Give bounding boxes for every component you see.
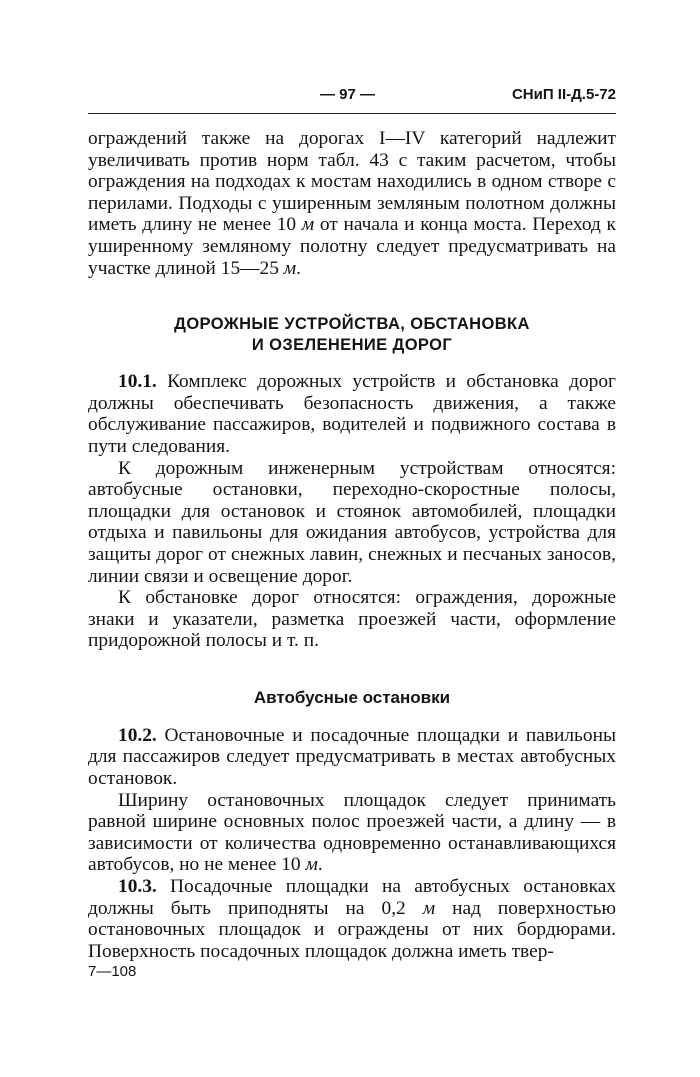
clause-10-1 — [88, 371, 616, 457]
engineering-devices-paragraph: К дорожным инженерным устройствам относятся: автобусные остановки, переходно-скоростные полосы, площадки для остановок и стоянок автомобилей, площадки отдыха и павильоны для ожидания автобусов, устройства для защиты дорог от снежных лавин, снежных и песчаных заносов, линии связи и освещение дорог. — [88, 457, 616, 587]
clause-10-2 — [88, 725, 616, 790]
paragraph-text: . — [296, 257, 301, 279]
clause-text: Остановочные и посадочные площадки и павильоны для пассажиров следует предусматривать в местах автобусных остановок. — [88, 724, 616, 790]
clause-text: Комплекс дорожных устройств и обстановка дорог должны обеспечивать безопасность движения, а также обслуживание пассажиров, водителей и подвижного состава в пути следования. — [88, 371, 616, 457]
clause-number: 10.3. — [118, 876, 157, 898]
platform-width-paragraph — [88, 790, 616, 876]
paragraph-text: . — [317, 854, 323, 876]
continuation-paragraph — [88, 128, 616, 279]
paragraph-text: ограждений также на дорогах I—IV категорий надлежит увеличивать против норм табл. 43 с таким расчетом, чтобы ограждения на подходах к мостам находились в одном створе с перилами. Подходы с уширенным земляным полотном должны иметь длину не менее 10 — [88, 128, 616, 236]
unit-meter: м — [301, 214, 315, 236]
road-furnishing-paragraph: К обстановке дорог относятся: ограждения, дорожные знаки и указатели, разметка проезжей части, оформление придорожной полосы и т. п. — [88, 587, 616, 652]
body-text — [88, 128, 616, 981]
paragraph-text: от начала и конца моста. Переход к уширенному земляному полотну следует предусматривать на участке длиной 15—25 — [88, 214, 616, 279]
document-code: СНиП II-Д.5-72 — [511, 86, 616, 103]
page-number: — 97 — — [320, 86, 376, 103]
printer-signature-mark: 7—108 — [88, 963, 137, 981]
unit-meter: м — [305, 854, 318, 876]
unit-meter: м — [283, 257, 297, 279]
section-heading — [88, 314, 616, 356]
clause-text: над поверхностью остановочных площадок и ограждены от них бордюрами. Поверхность посадочных площадок должна иметь твер- — [88, 897, 616, 962]
section-heading-line-2: И ОЗЕЛЕНЕНИЕ ДОРОГ — [251, 336, 453, 355]
unit-meter: м — [422, 897, 436, 919]
running-header — [88, 84, 616, 110]
subsection-heading: Автобусные остановки — [253, 687, 451, 707]
section-heading-line-1: ДОРОЖНЫЕ УСТРОЙСТВА, ОБСТАНОВКА — [174, 315, 530, 334]
clause-number: 10.1. — [118, 371, 157, 393]
clause-number: 10.2. — [118, 724, 157, 746]
clause-10-3 — [88, 876, 616, 962]
paragraph-text: Ширину остановочных площадок следует принимать равной ширине основных полос проезжей части, а длину — в зависимости от количества одновременно останавливающихся автобусов, но не менее 10 — [88, 789, 616, 876]
clause-text: Посадочные площадки на автобусных остановках должны быть приподняты на 0,2 — [88, 876, 616, 919]
header-rule — [88, 113, 616, 114]
